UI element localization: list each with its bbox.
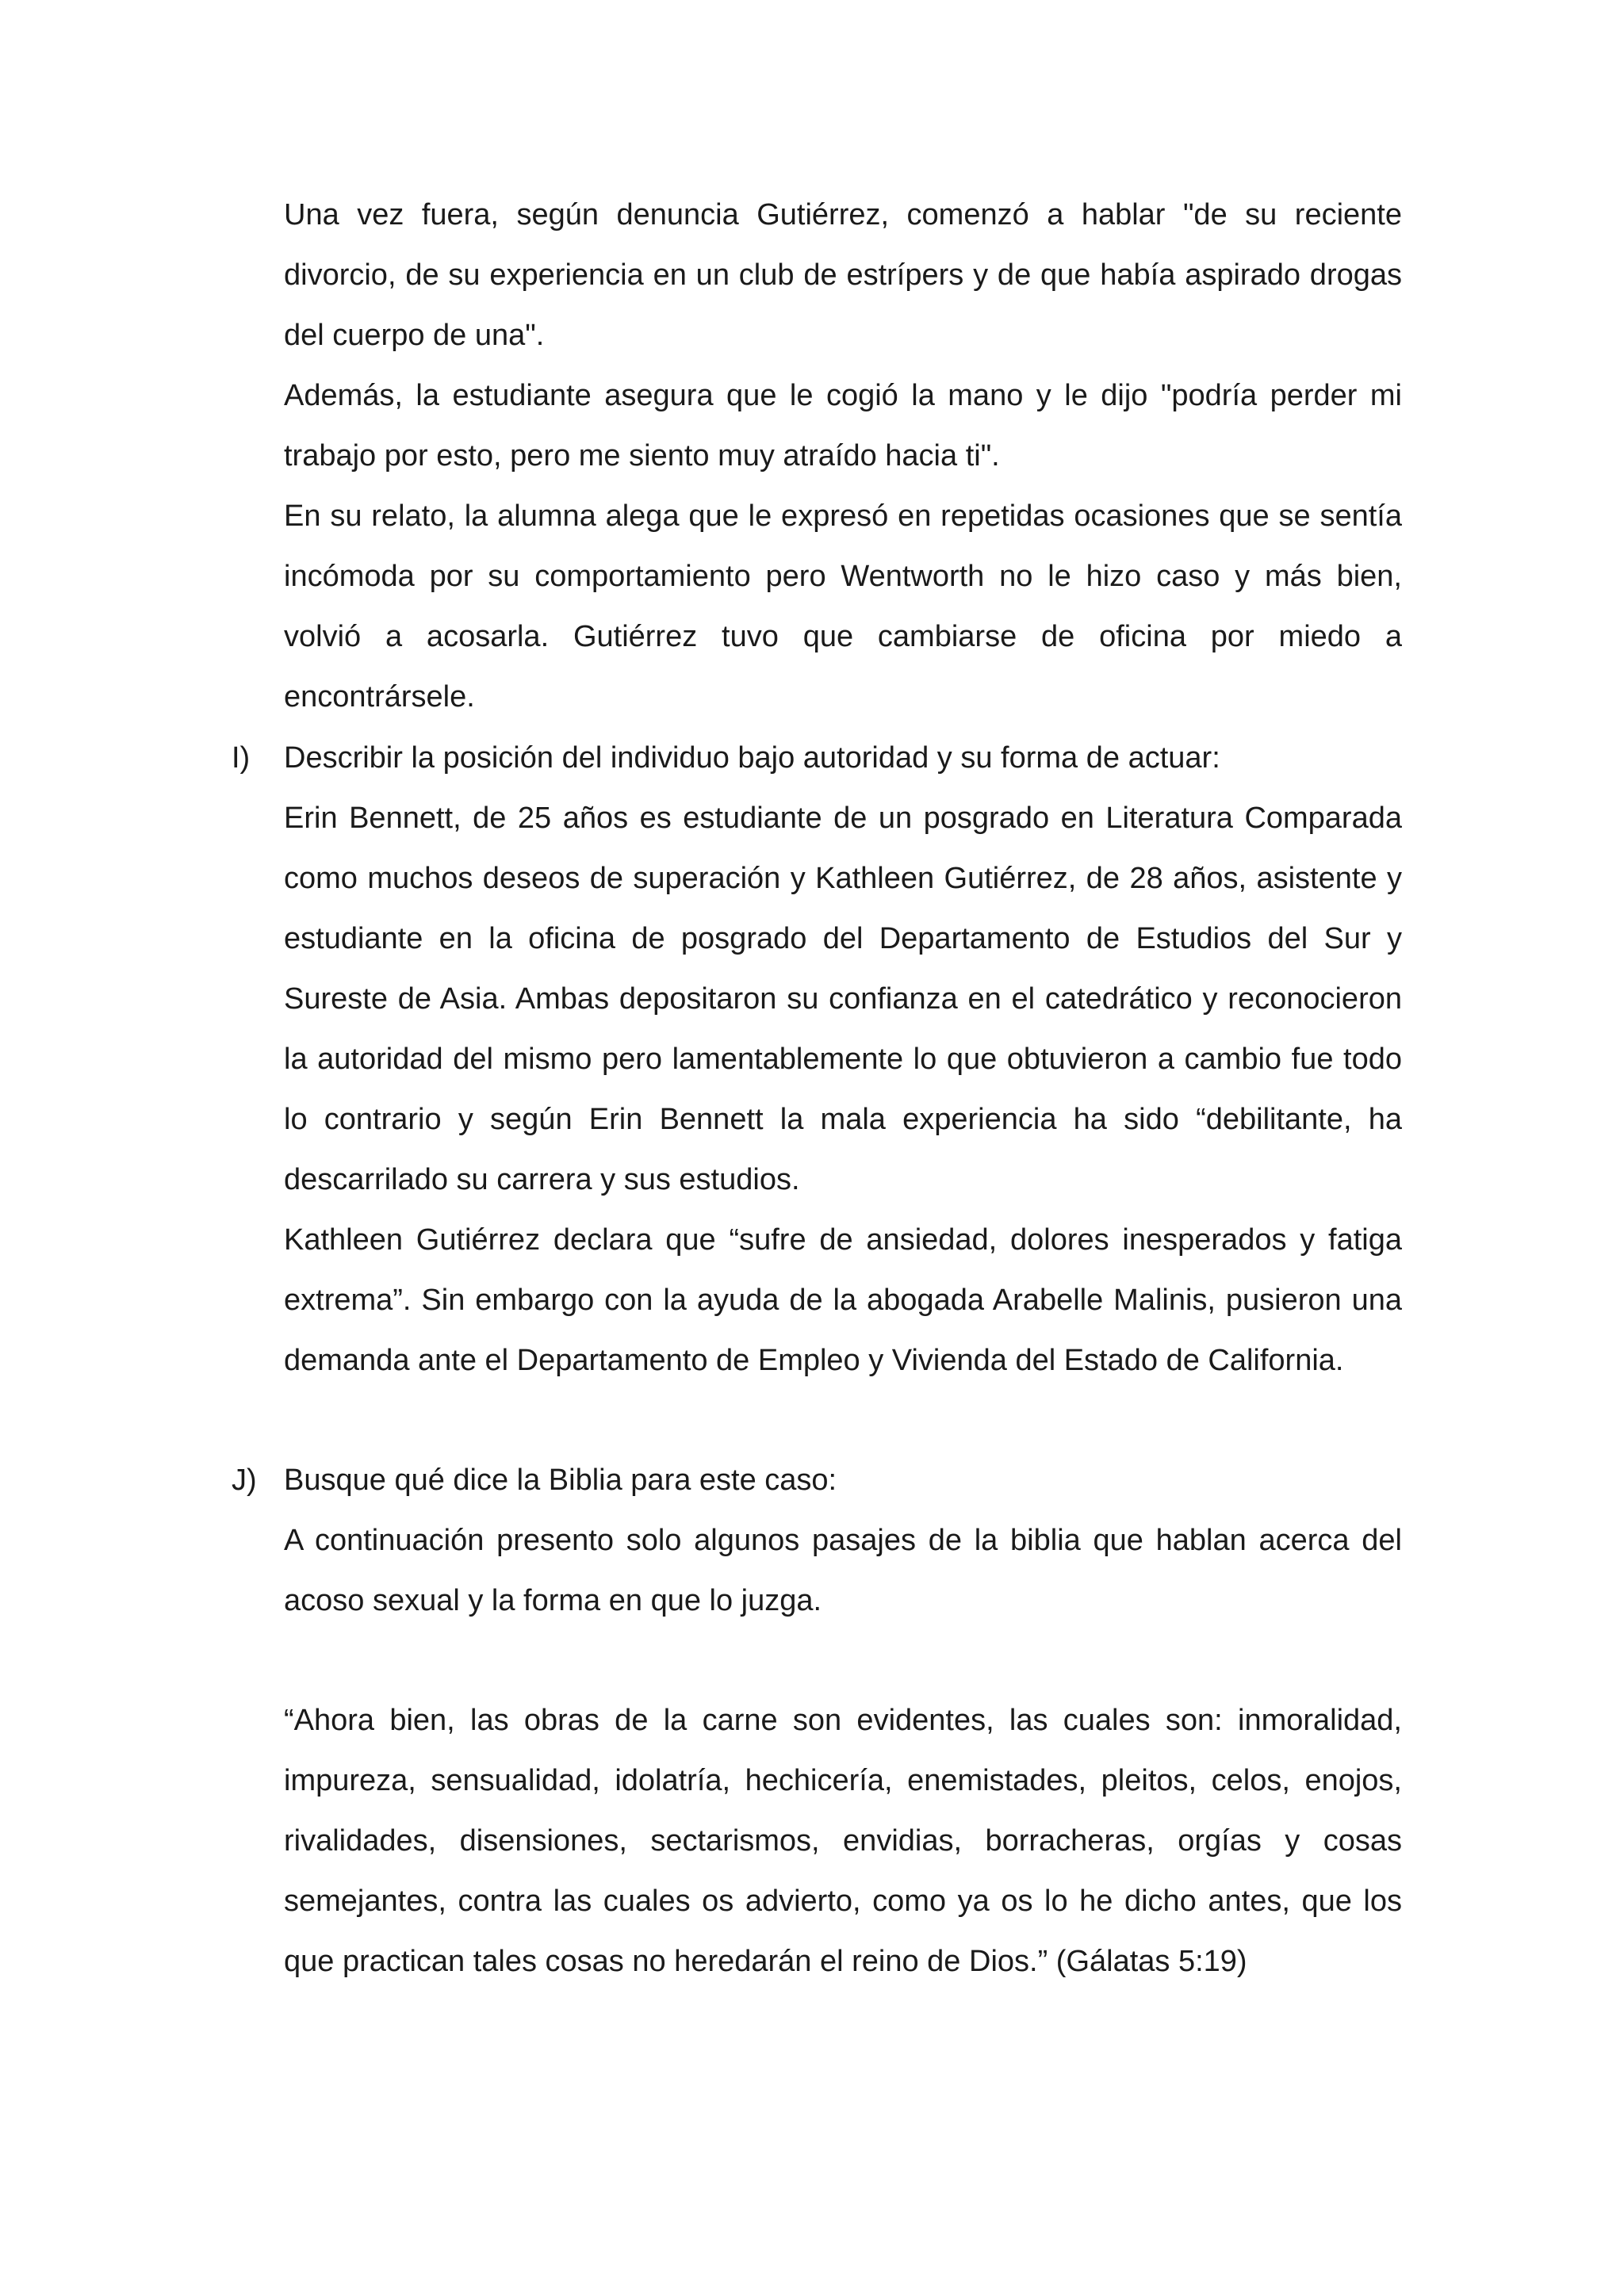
section-i-paragraph-1: Erin Bennett, de 25 años es estudiante de un posgrado en Literatura Comparada como muchos deseos de superación y Kathleen Gutiérrez, de 28 años, asistente y estudiante en la oficina de posgrado del Departamento de Estudios del Sur y Sureste de Asia. Ambas depositaron su confianza en el catedrático y reconocieron la autoridad del mismo pero lamentablemente lo que obtuvieron a cambio fue todo lo contrario y según Erin Bennett la mala experiencia ha sido “debilitante, ha descarrilado su carrera y sus estudios. <box>284 802 1402 1196</box>
intro-paragraph-2: Además, la estudiante asegura que le cogió la mano y le dijo "podría perder mi trabajo por esto, pero me siento muy atraído hacia ti". <box>284 379 1402 473</box>
section-i-paragraph-2: Kathleen Gutiérrez declara que “sufre de ansiedad, dolores inesperados y fatiga extrema”. Sin embargo con la ayuda de la abogada Arabelle Malinis, pusieron una demanda ante el Departamento de Empleo y Vivienda del Estado de California. <box>284 1223 1402 1377</box>
intro-paragraph-3: En su relato, la alumna alega que le expresó en repetidas ocasiones que se sentía incómoda por su comportamiento pero Wentworth no le hizo caso y más bien, volvió a acosarla. Gutiérrez tuvo que cambiarse de oficina por miedo a encontrársele. <box>284 499 1402 714</box>
intro-paragraph-1: Una vez fuera, según denuncia Gutiérrez, comenzó a hablar "de su reciente divorcio, de su experiencia en un club de estrípers y de que había aspirado drogas del cuerpo de una". <box>284 198 1402 352</box>
section-j-marker: J) <box>232 1464 257 1497</box>
bible-quote-text: “Ahora bien, las obras de la carne son evidentes, las cuales son: inmoralidad, impureza, sensualidad, idolatría, hechicería, enemistades, pleitos, celos, enojos, rivalidades, disensiones, sectarismos, envidias, borracheras, orgías y cosas semejantes, contra las cuales os advierto, como ya os lo he dicho antes, que los que practican tales cosas no heredarán el reino de Dios.” (Gálatas 5:19) <box>284 1704 1402 1978</box>
section-i <box>284 728 1402 1391</box>
section-i-marker: I) <box>232 741 251 775</box>
section-j-heading: Busque qué dice la Biblia para este caso: <box>284 1464 837 1497</box>
section-j-paragraph-1: A continuación presento solo algunos pasajes de la biblia que hablan acerca del acoso sexual y la forma en que lo juzga. <box>284 1524 1402 1617</box>
intro-section <box>284 185 1402 727</box>
section-i-heading: Describir la posición del individuo bajo autoridad y su forma de actuar: <box>284 741 1220 775</box>
section-j <box>284 1450 1402 1631</box>
bible-quote <box>284 1690 1402 1992</box>
